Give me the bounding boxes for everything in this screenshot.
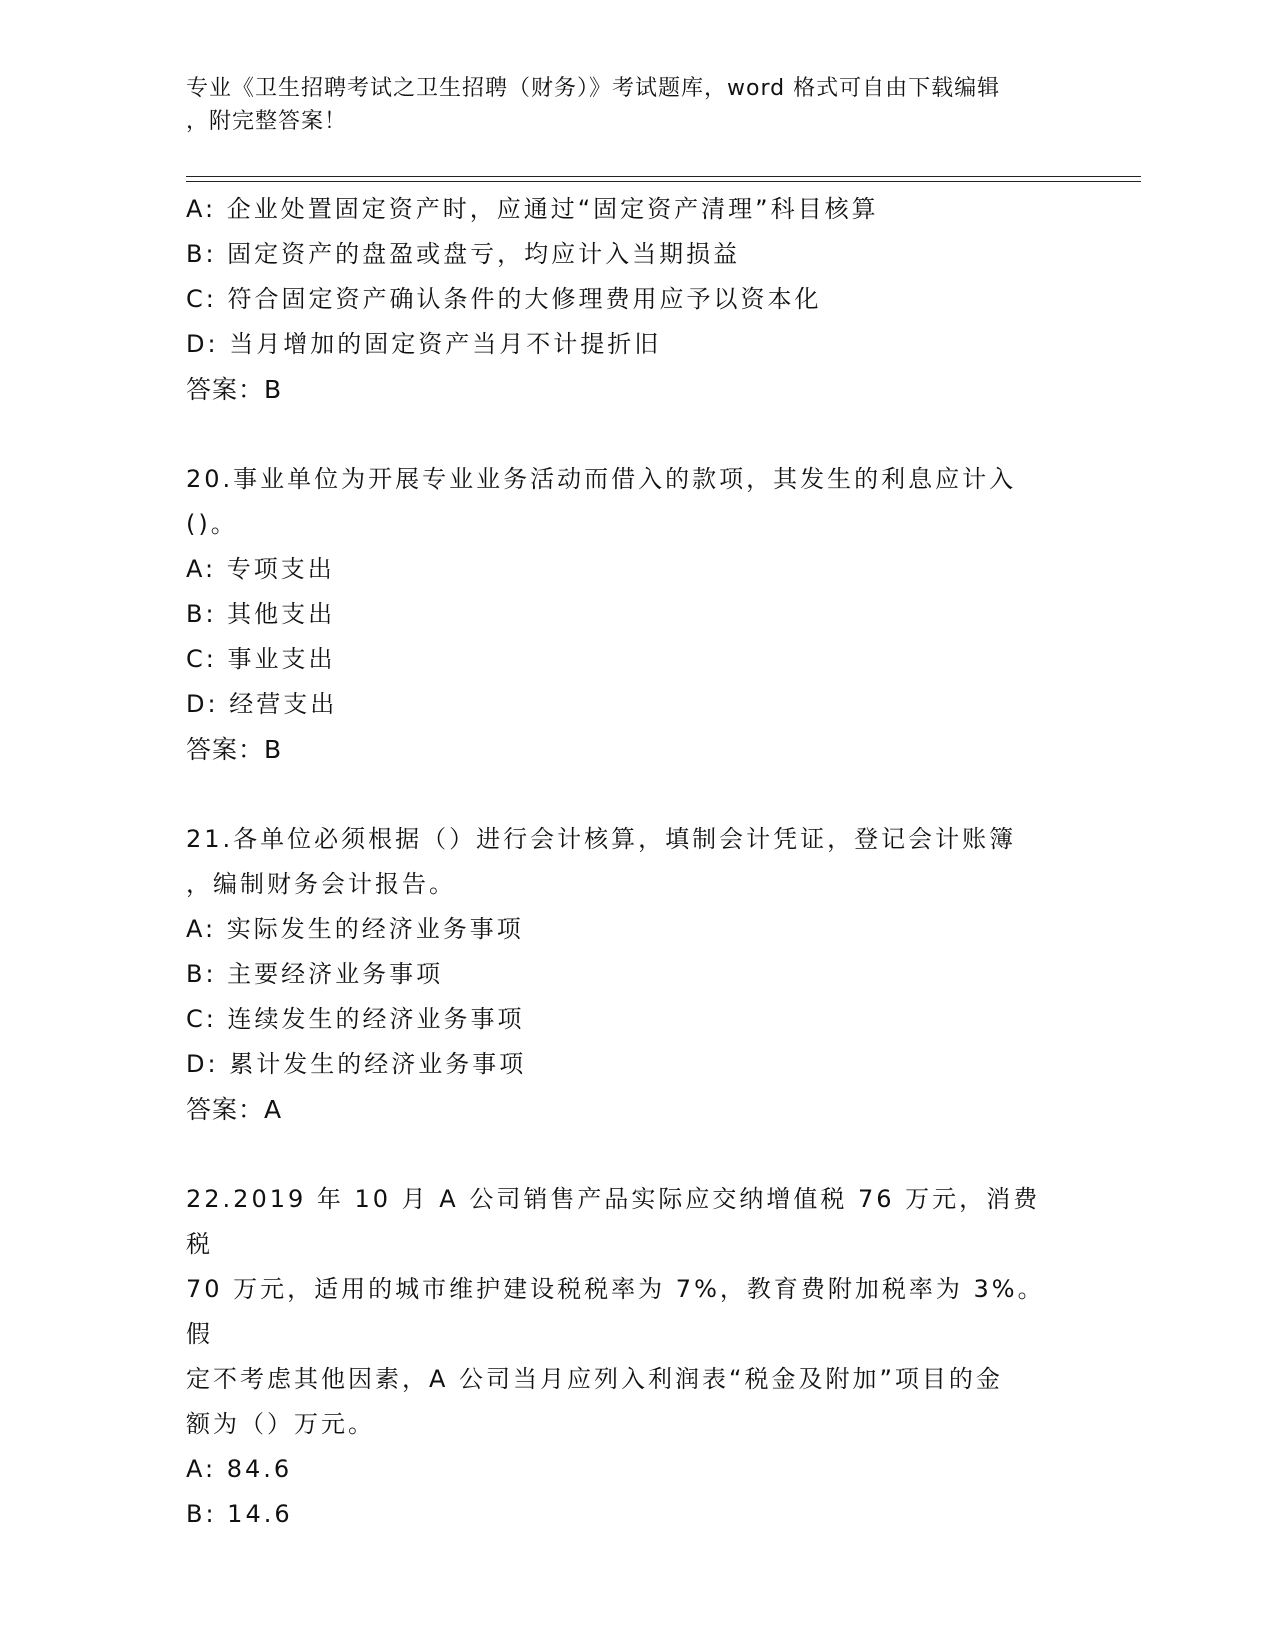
header-divider-bottom xyxy=(186,181,1141,182)
question-20 xyxy=(186,457,1086,772)
answer: 答案：B xyxy=(186,375,283,404)
option-c: C: 连续发生的经济业务事项 xyxy=(186,1005,525,1033)
option-b: B: 固定资产的盘盈或盘亏，均应计入当期损益 xyxy=(186,240,741,268)
answer: 答案：B xyxy=(186,735,283,764)
option-a: A: 专项支出 xyxy=(186,555,335,583)
option-d: D: 经营支出 xyxy=(186,690,338,718)
option-d: D: 累计发生的经济业务事项 xyxy=(186,1050,527,1078)
answer: 答案：A xyxy=(186,1095,283,1124)
option-b: B: 主要经济业务事项 xyxy=(186,960,444,988)
question-list xyxy=(186,187,1086,1537)
question-stem-line: ，编制财务会计报告。 xyxy=(186,870,456,898)
question-stem-line: 额为（）万元。 xyxy=(186,1410,375,1438)
question-19 xyxy=(186,187,1086,412)
header-line-1: 专业《卫生招聘考试之卫生招聘（财务）》考试题库，word 格式可自由下载编辑 xyxy=(186,76,1001,101)
spacer xyxy=(186,772,1086,817)
option-c: C: 事业支出 xyxy=(186,645,336,673)
question-stem-line: ()。 xyxy=(186,510,238,538)
spacer xyxy=(186,412,1086,457)
option-c: C: 符合固定资产确认条件的大修理费用应予以资本化 xyxy=(186,285,822,313)
question-stem-line: 定不考虑其他因素，A 公司当月应列入利润表“税金及附加”项目的金 xyxy=(186,1365,1003,1393)
document-header xyxy=(186,72,1076,138)
question-stem-line: 22.2019 年 10 月 A 公司销售产品实际应交纳增值税 76 万元，消费税 xyxy=(186,1185,1041,1258)
question-22 xyxy=(186,1177,1086,1537)
option-a: A: 84.6 xyxy=(186,1455,293,1483)
header-line-2: ，附完整答案！ xyxy=(186,109,348,134)
option-a: A: 企业处置固定资产时，应通过“固定资产清理”科目核算 xyxy=(186,195,879,223)
question-stem-line: 20.事业单位为开展专业业务活动而借入的款项，其发生的利息应计入 xyxy=(186,465,1017,493)
option-d: D: 当月增加的固定资产当月不计提折旧 xyxy=(186,330,662,358)
spacer xyxy=(186,1132,1086,1177)
header-divider-top xyxy=(186,176,1141,177)
option-a: A: 实际发生的经济业务事项 xyxy=(186,915,524,943)
question-stem-line: 70 万元，适用的城市维护建设税税率为 7%，教育费附加税率为 3%。假 xyxy=(186,1275,1045,1348)
option-b: B: 14.6 xyxy=(186,1500,293,1528)
question-21 xyxy=(186,817,1086,1132)
option-b: B: 其他支出 xyxy=(186,600,336,628)
question-stem-line: 21.各单位必须根据（）进行会计核算，填制会计凭证，登记会计账簿 xyxy=(186,825,1017,853)
